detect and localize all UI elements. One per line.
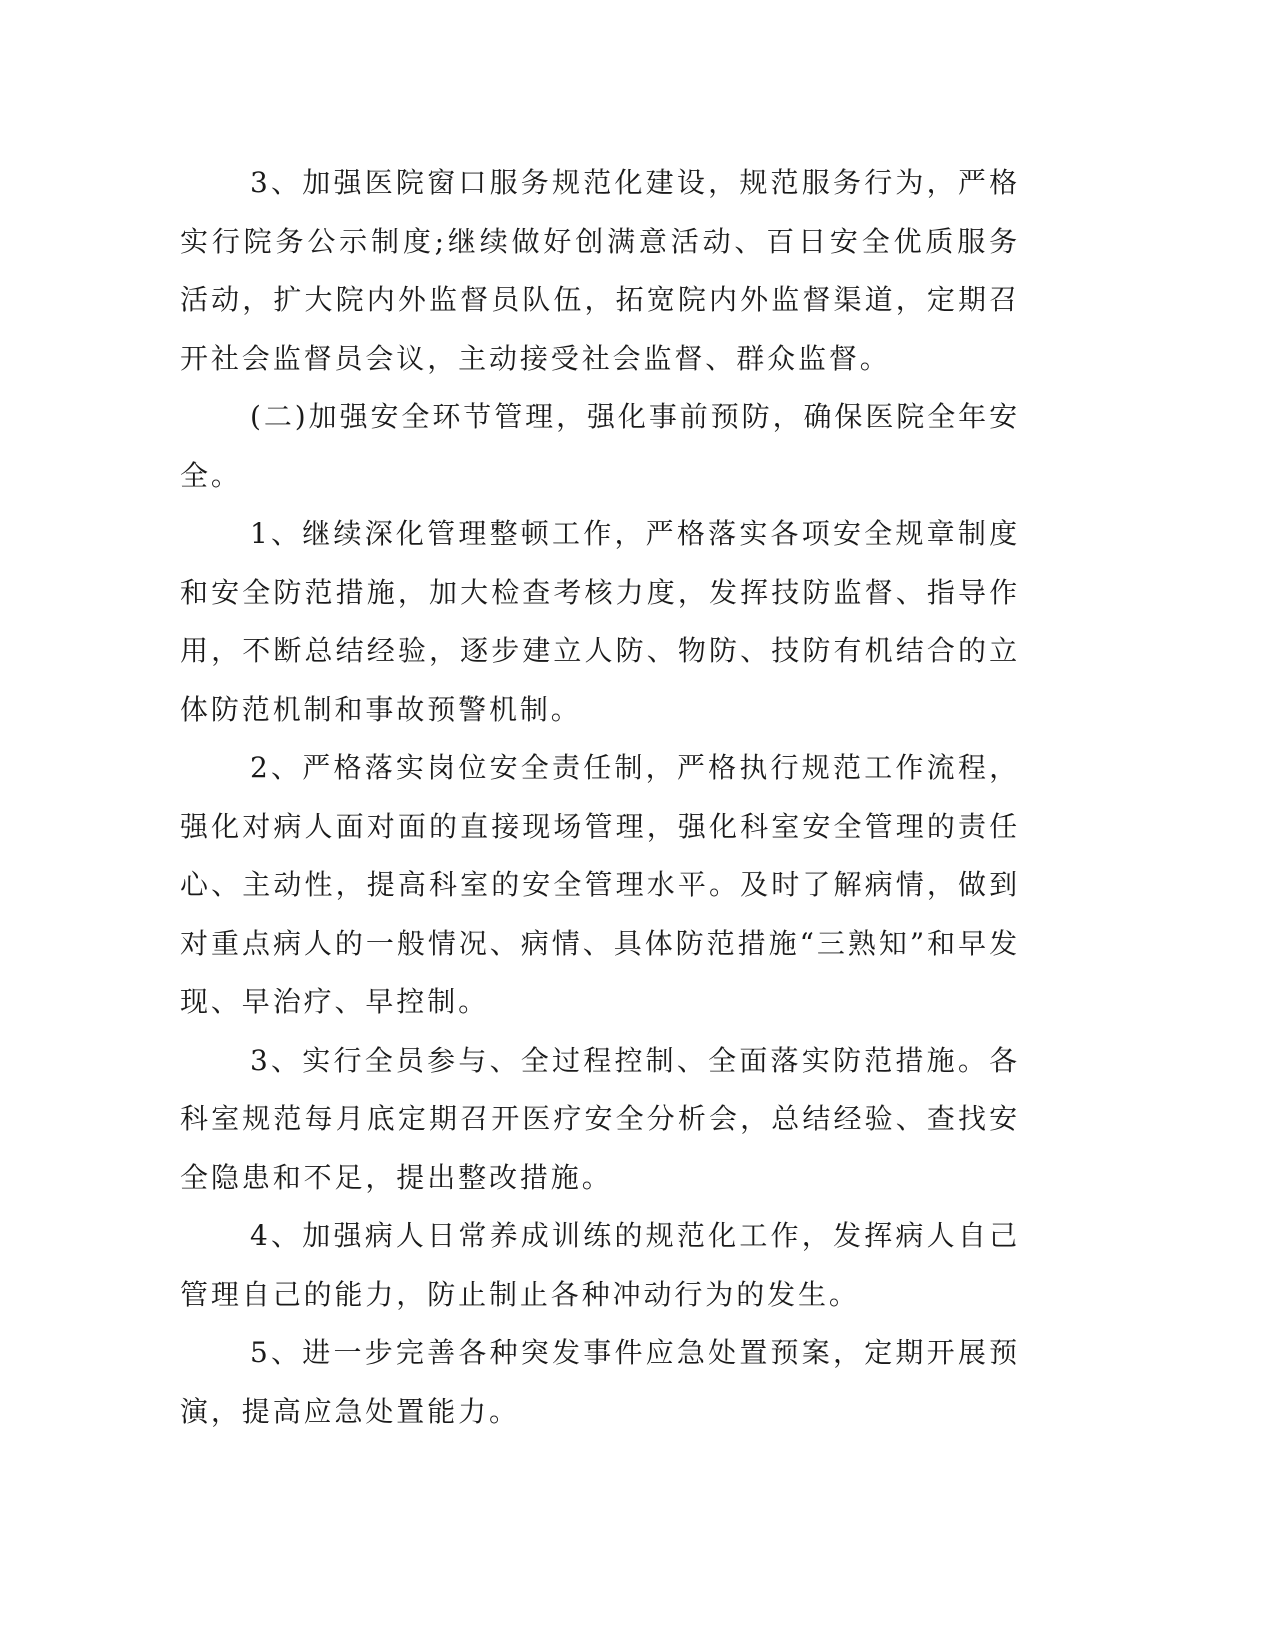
section-heading-safety: (二)加强安全环节管理，强化事前预防，确保医院全年安全。	[180, 400, 1020, 492]
paragraph-post-responsibility: 2、严格落实岗位安全责任制，严格执行规范工作流程，强化对病人面对面的直接现场管理，强化科室安全管理的责任心、主动性，提高科室的安全管理水平。及时了解病情，做到对重点病人的一般情况、病情、具体防范措施“三熟知”和早发现、早治疗、早控制。	[180, 751, 1020, 1018]
paragraph-emergency-plan: 5、进一步完善各种突发事件应急处置预案，定期开展预演，提高应急处置能力。	[180, 1336, 1020, 1428]
paragraph-full-participation: 3、实行全员参与、全过程控制、全面落实防范措施。各科室规范每月底定期召开医疗安全分析会，总结经验、查找安全隐患和不足，提出整改措施。	[180, 1043, 1020, 1194]
paragraph-patient-training: 4、加强病人日常养成训练的规范化工作，发挥病人自己管理自己的能力，防止制止各种冲动行为的发生。	[180, 1219, 1020, 1311]
document-body	[180, 154, 1020, 1441]
paragraph-window-service: 3、加强医院窗口服务规范化建设，规范服务行为，严格实行院务公示制度;继续做好创满意活动、百日安全优质服务活动，扩大院内外监督员队伍，拓宽院内外监督渠道，定期召开社会监督员会议，主动接受社会监督、群众监督。	[180, 166, 1020, 375]
paragraph-management-rectification: 1、继续深化管理整顿工作，严格落实各项安全规章制度和安全防范措施，加大检查考核力度，发挥技防监督、指导作用，不断总结经验，逐步建立人防、物防、技防有机结合的立体防范机制和事故预警机制。	[180, 517, 1020, 726]
